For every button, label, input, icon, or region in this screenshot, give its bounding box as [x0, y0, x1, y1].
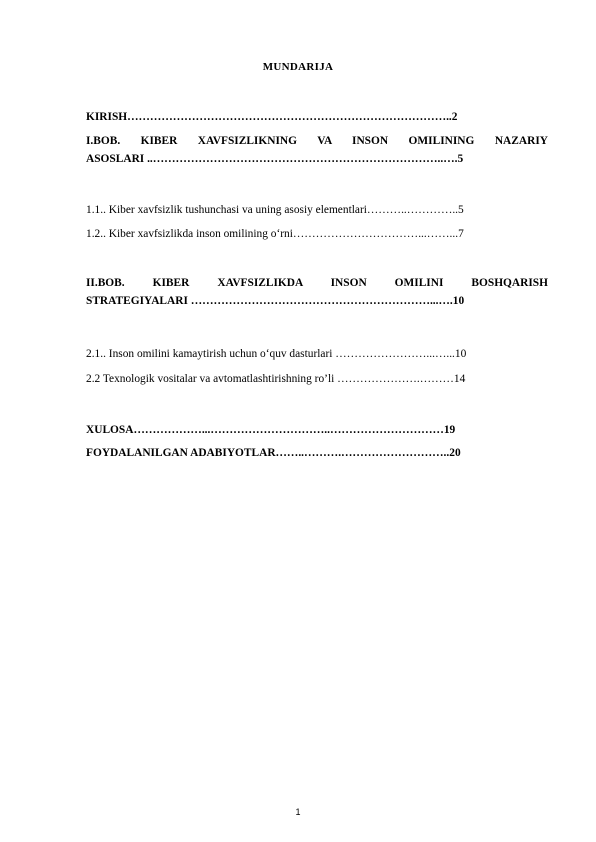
toc-entry-chapter-1-line-2: ASOSLARI ..…………………………………………………………………..….5 — [86, 153, 464, 165]
toc-entry-section-2-2: 2.2 Texnologik vositalar va avtomatlashtirishning ro’li ………………….………14 — [86, 373, 466, 385]
page-number: 1 — [295, 807, 301, 817]
page-title: MUNDARIJA — [262, 61, 334, 73]
toc-entry-section-1-1: 1.1.. Kiber xavfsizlik tushunchasi va uning asosiy elementlari………..…………..5 — [86, 204, 464, 216]
toc-entry-chapter-2-line-2: STRATEGIYALARI ………………………………………………………...….10 — [86, 295, 465, 307]
toc-entry-section-2-1: 2.1.. Inson omilini kamaytirish uchun o‘quv dasturlari ……………………...…...10 — [86, 348, 467, 360]
toc-entry-adabiyotlar: FOYDALANILGAN ADABIYOTLAR……..……….………………………..20 — [86, 447, 461, 459]
toc-entry-xulosa: XULOSA………………...…………………………..…………………………19 — [86, 424, 456, 436]
toc-entry-section-1-2: 1.2.. Kiber xavfsizlikda inson omilining o‘rni……………………………...……...7 — [86, 228, 464, 240]
toc-entry-kirish: KIRISH…………………………………………………………………………..2 — [86, 111, 458, 123]
toc-entry-chapter-1-line-1: I.BOB. KIBER XAVFSIZLIKNING VA INSON OMILINING NAZARIY — [86, 135, 548, 147]
toc-entry-chapter-2-line-1: II.BOB. KIBER XAVFSIZLIKDA INSON OMILINI BOSHQARISH — [86, 277, 548, 289]
